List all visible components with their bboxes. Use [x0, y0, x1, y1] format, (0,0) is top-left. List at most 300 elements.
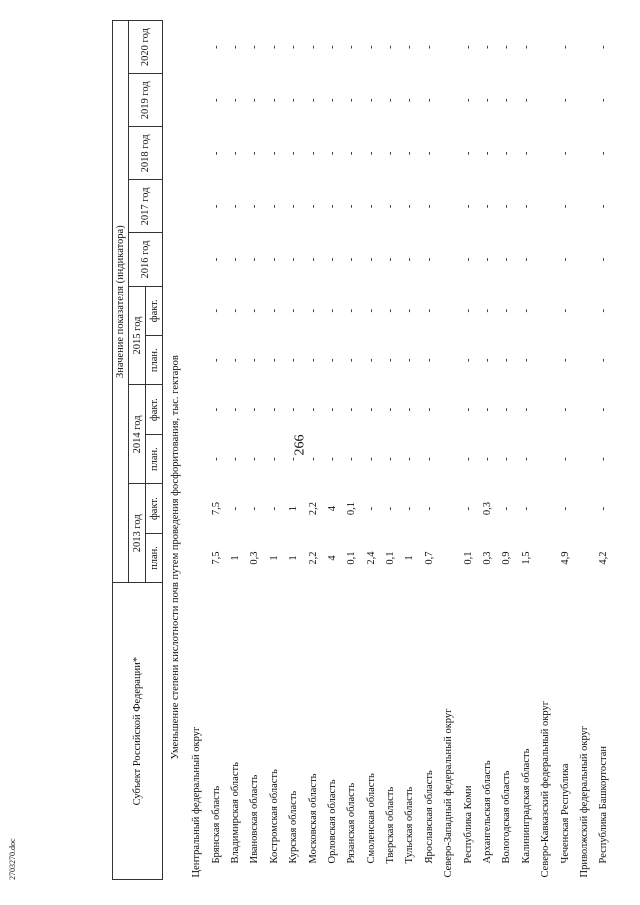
row-value-cell: -	[462, 204, 474, 209]
row-value-cell: -	[462, 457, 474, 461]
row-value-cell: 0,3	[482, 502, 494, 516]
row-value-cell: -	[365, 309, 377, 313]
row-subject-name: Костромская область	[268, 769, 280, 864]
row-value-cell: -	[385, 151, 397, 156]
row-value-cell	[536, 385, 555, 434]
row-value-cell: -	[229, 151, 241, 156]
row-value-cell: -	[249, 407, 261, 412]
row-value-cell: -	[598, 309, 610, 313]
row-value-cell: -	[423, 457, 435, 461]
row-value-cell: -	[482, 358, 494, 362]
row-value-cell	[187, 127, 206, 180]
row-value-cell: -	[423, 358, 435, 362]
row-value-cell: -	[520, 98, 532, 103]
row-value-cell	[575, 233, 594, 286]
table-row	[284, 21, 303, 880]
indicator-table	[112, 20, 614, 880]
row-value-cell: -	[288, 151, 300, 156]
row-value-cell	[575, 180, 594, 233]
row-value-cell: -	[501, 309, 513, 313]
row-value-cell: -	[229, 98, 241, 103]
row-value-cell: -	[404, 98, 416, 103]
row-value-cell	[439, 434, 458, 483]
header-2014: 2014 год	[129, 385, 146, 484]
row-value-cell: -	[346, 151, 358, 156]
row-value-cell: -	[229, 45, 241, 49]
row-value-cell: -	[520, 151, 532, 156]
row-value-cell: -	[559, 257, 571, 262]
row-value-cell: -	[598, 457, 610, 461]
row-value-cell	[439, 74, 458, 127]
row-value-cell: -	[559, 151, 571, 156]
row-value-cell: 2,4	[365, 551, 377, 565]
row-subject-name: Северо-Кавказский федеральный округ	[540, 700, 552, 878]
row-value-cell: -	[365, 407, 377, 412]
table-row	[575, 21, 594, 880]
table-row	[458, 21, 477, 880]
row-value-cell: 0,7	[423, 551, 435, 565]
row-value-cell: 4,9	[559, 551, 571, 565]
table-row	[594, 21, 613, 880]
table-row	[206, 21, 225, 880]
row-value-cell: -	[326, 45, 338, 49]
header-fact-2015: факт.	[146, 286, 163, 335]
table-row	[323, 21, 342, 880]
row-value-cell	[439, 385, 458, 434]
row-value-cell: -	[229, 309, 241, 313]
row-value-cell: -	[462, 151, 474, 156]
row-value-cell: -	[249, 45, 261, 49]
row-value-cell: -	[365, 151, 377, 156]
row-value-cell: -	[482, 457, 494, 461]
row-value-cell: -	[249, 309, 261, 313]
row-value-cell: -	[268, 45, 280, 49]
row-value-cell	[439, 484, 458, 533]
row-value-cell: -	[307, 204, 319, 209]
row-value-cell: -	[404, 45, 416, 49]
row-value-cell: -	[385, 506, 397, 511]
row-value-cell	[536, 434, 555, 483]
row-value-cell: -	[404, 309, 416, 313]
row-value-cell: -	[501, 204, 513, 209]
row-value-cell	[187, 533, 206, 582]
row-value-cell: -	[326, 257, 338, 262]
page-number: 266	[292, 434, 308, 456]
row-value-cell: -	[520, 358, 532, 362]
row-value-cell: -	[210, 358, 222, 362]
row-value-cell	[439, 533, 458, 582]
row-subject-name: Орловская область	[326, 779, 338, 864]
row-value-cell: -	[404, 257, 416, 262]
row-value-cell: -	[288, 358, 300, 362]
row-value-cell	[536, 233, 555, 286]
header-fact-2013: факт.	[146, 484, 163, 533]
row-value-cell	[536, 533, 555, 582]
row-value-cell: -	[501, 45, 513, 49]
row-value-cell: -	[501, 506, 513, 511]
row-value-cell: -	[249, 257, 261, 262]
header-2015: 2015 год	[129, 286, 146, 385]
row-value-cell: -	[462, 98, 474, 103]
row-value-cell: -	[598, 204, 610, 209]
header-2017: 2017 год	[129, 180, 163, 233]
row-value-cell: -	[462, 309, 474, 313]
row-value-cell: -	[268, 358, 280, 362]
table-row	[536, 21, 555, 880]
row-value-cell	[575, 335, 594, 384]
row-value-cell: -	[268, 457, 280, 461]
row-value-cell: -	[559, 457, 571, 461]
row-value-cell: -	[559, 98, 571, 103]
row-value-cell: -	[210, 257, 222, 262]
header-fact-2014: факт.	[146, 385, 163, 434]
table-row	[342, 21, 361, 880]
row-value-cell: -	[346, 257, 358, 262]
row-value-cell	[536, 286, 555, 335]
row-value-cell: -	[326, 309, 338, 313]
table-row	[381, 21, 400, 880]
header-2019: 2019 год	[129, 74, 163, 127]
row-value-cell: -	[404, 407, 416, 412]
row-value-cell: -	[520, 407, 532, 412]
row-value-cell: -	[268, 506, 280, 511]
row-value-cell: -	[249, 506, 261, 511]
row-value-cell: -	[482, 151, 494, 156]
row-value-cell: -	[598, 506, 610, 511]
row-subject-name: Республика Коми	[462, 785, 474, 864]
row-value-cell: 0,9	[501, 551, 513, 565]
section-caption: Уменьшение степени кислотности почв путем проведения фосфоритования, тыс. гектаров	[169, 355, 181, 760]
row-value-cell: -	[365, 98, 377, 103]
row-value-cell: 0,1	[385, 551, 397, 565]
row-value-cell: -	[249, 358, 261, 362]
row-value-cell: -	[229, 358, 241, 362]
row-value-cell: -	[326, 457, 338, 461]
row-value-cell: 1	[229, 555, 241, 561]
row-value-cell: -	[520, 457, 532, 461]
row-value-cell: -	[423, 151, 435, 156]
row-value-cell: 1	[404, 555, 416, 561]
rotated-table-container	[112, 20, 612, 880]
row-value-cell: -	[520, 45, 532, 49]
row-value-cell	[187, 385, 206, 434]
table-row	[265, 21, 284, 880]
row-value-cell: -	[326, 151, 338, 156]
row-subject-name: Архангельская область	[482, 760, 494, 864]
row-value-cell: -	[307, 45, 319, 49]
row-value-cell: -	[482, 257, 494, 262]
row-value-cell: -	[365, 358, 377, 362]
row-subject-name: Вологодская область	[501, 770, 513, 864]
row-value-cell: -	[268, 98, 280, 103]
row-value-cell	[187, 74, 206, 127]
row-value-cell	[187, 180, 206, 233]
row-value-cell: -	[249, 204, 261, 209]
row-value-cell: -	[268, 257, 280, 262]
row-value-cell	[536, 21, 555, 74]
row-value-cell: -	[307, 407, 319, 412]
header-plan-2014: план.	[146, 434, 163, 483]
row-value-cell: -	[423, 98, 435, 103]
row-value-cell: -	[482, 45, 494, 49]
row-subject-name: Рязанская область	[346, 782, 358, 864]
row-subject-name: Владимирская область	[229, 762, 241, 864]
row-value-cell: 0,1	[462, 551, 474, 565]
row-value-cell: -	[210, 204, 222, 209]
row-subject-name: Центральный федеральный округ	[191, 726, 203, 878]
row-value-cell	[187, 434, 206, 483]
row-value-cell: -	[365, 457, 377, 461]
row-value-cell: -	[385, 45, 397, 49]
row-value-cell: -	[268, 204, 280, 209]
row-value-cell: -	[559, 45, 571, 49]
row-value-cell: -	[520, 506, 532, 511]
row-value-cell: -	[268, 407, 280, 412]
row-value-cell: -	[288, 457, 300, 461]
row-value-cell: -	[423, 309, 435, 313]
row-value-cell: -	[462, 257, 474, 262]
row-value-cell	[575, 385, 594, 434]
row-value-cell: -	[288, 257, 300, 262]
row-value-cell: -	[365, 204, 377, 209]
row-value-cell	[536, 127, 555, 180]
header-plan-2015: план.	[146, 335, 163, 384]
row-value-cell: -	[346, 204, 358, 209]
row-value-cell: -	[346, 45, 358, 49]
row-value-cell: -	[365, 45, 377, 49]
row-value-cell: -	[249, 151, 261, 156]
row-value-cell: -	[326, 98, 338, 103]
row-value-cell: -	[346, 358, 358, 362]
row-value-cell: -	[482, 204, 494, 209]
row-value-cell: 1	[268, 555, 280, 561]
row-value-cell: -	[288, 98, 300, 103]
row-value-cell: -	[229, 457, 241, 461]
row-value-cell: -	[210, 45, 222, 49]
row-value-cell: -	[598, 45, 610, 49]
row-value-cell: -	[598, 407, 610, 412]
row-value-cell	[536, 484, 555, 533]
row-value-cell: -	[501, 151, 513, 156]
row-value-cell: -	[501, 98, 513, 103]
row-value-cell: -	[307, 151, 319, 156]
row-value-cell: -	[288, 309, 300, 313]
document-code: 2703270.doc	[8, 838, 17, 880]
row-value-cell: -	[385, 98, 397, 103]
row-value-cell: -	[307, 98, 319, 103]
row-value-cell: -	[501, 407, 513, 412]
row-subject-name: Ивановская область	[249, 774, 261, 864]
table-row	[555, 21, 574, 880]
row-value-cell	[536, 180, 555, 233]
table-row	[478, 21, 497, 880]
row-value-cell: -	[482, 407, 494, 412]
table-body	[163, 21, 614, 880]
row-value-cell: -	[249, 457, 261, 461]
header-subject: Субъект Российской Федерации*	[113, 583, 163, 880]
row-value-cell: -	[326, 358, 338, 362]
row-value-cell: -	[385, 204, 397, 209]
row-value-cell	[187, 484, 206, 533]
row-value-cell	[439, 233, 458, 286]
header-2018: 2018 год	[129, 127, 163, 180]
row-value-cell: -	[404, 506, 416, 511]
row-subject-name: Чеченская Республика	[559, 763, 571, 864]
row-value-cell: -	[559, 309, 571, 313]
row-value-cell: 7,5	[210, 551, 222, 565]
row-value-cell: -	[423, 257, 435, 262]
row-value-cell: 2,2	[307, 502, 319, 516]
row-value-cell: -	[307, 257, 319, 262]
row-value-cell: -	[462, 358, 474, 362]
table-row	[303, 21, 322, 880]
row-value-cell	[575, 484, 594, 533]
row-value-cell: -	[326, 204, 338, 209]
row-value-cell: -	[385, 457, 397, 461]
row-value-cell	[187, 21, 206, 74]
row-value-cell: -	[423, 204, 435, 209]
row-value-cell: -	[462, 45, 474, 49]
row-value-cell: 4	[326, 555, 338, 561]
row-value-cell	[439, 180, 458, 233]
row-subject-name: Северо-Западный федеральный округ	[443, 708, 455, 878]
row-value-cell: -	[462, 407, 474, 412]
row-value-cell: -	[210, 457, 222, 461]
row-value-cell: -	[307, 457, 319, 461]
row-value-cell: 0,1	[346, 551, 358, 565]
row-value-cell: -	[307, 309, 319, 313]
row-value-cell	[536, 335, 555, 384]
row-value-cell: -	[268, 151, 280, 156]
row-value-cell: -	[462, 506, 474, 511]
table-row	[400, 21, 419, 880]
row-subject-name: Республика Башкортостан	[598, 745, 610, 864]
row-value-cell: -	[559, 506, 571, 511]
row-value-cell: -	[559, 358, 571, 362]
row-value-cell: -	[210, 151, 222, 156]
table-header	[113, 21, 163, 880]
row-value-cell: 4	[326, 505, 338, 512]
row-value-cell: -	[404, 358, 416, 362]
table-row	[187, 21, 206, 880]
row-value-cell: 7,5	[210, 502, 222, 516]
row-value-cell: -	[326, 407, 338, 412]
row-subject-name: Брянская область	[210, 785, 222, 864]
row-value-cell: -	[501, 257, 513, 262]
row-value-cell: -	[288, 45, 300, 49]
row-value-cell: -	[520, 257, 532, 262]
row-value-cell	[575, 21, 594, 74]
row-value-cell: 4,2	[598, 551, 610, 565]
row-value-cell: 1,5	[520, 551, 532, 565]
row-value-cell	[187, 286, 206, 335]
row-subject-name: Смоленская область	[365, 773, 377, 864]
row-value-cell: -	[307, 358, 319, 362]
row-value-cell: -	[288, 407, 300, 412]
header-plan-2013: план.	[146, 533, 163, 582]
header-indicator: Значение показателя (индикатора)	[113, 21, 129, 583]
row-value-cell: -	[385, 257, 397, 262]
table-row	[497, 21, 516, 880]
row-value-cell: -	[559, 407, 571, 412]
row-value-cell: 1	[288, 505, 300, 512]
row-value-cell: -	[385, 407, 397, 412]
row-value-cell: -	[210, 98, 222, 103]
row-value-cell	[536, 74, 555, 127]
row-value-cell: -	[229, 506, 241, 511]
row-value-cell: -	[482, 309, 494, 313]
row-value-cell: 0,3	[249, 551, 261, 565]
row-value-cell	[575, 74, 594, 127]
row-value-cell: -	[423, 506, 435, 511]
row-value-cell: -	[288, 204, 300, 209]
row-value-cell	[575, 286, 594, 335]
row-value-cell: -	[249, 98, 261, 103]
table-row	[517, 21, 536, 880]
row-value-cell: -	[598, 358, 610, 362]
row-value-cell: -	[559, 204, 571, 209]
row-value-cell	[575, 127, 594, 180]
row-value-cell	[439, 286, 458, 335]
row-value-cell: -	[385, 358, 397, 362]
row-value-cell	[575, 533, 594, 582]
row-value-cell: -	[598, 151, 610, 156]
row-value-cell	[187, 233, 206, 286]
table-row	[362, 21, 381, 880]
row-value-cell: -	[482, 98, 494, 103]
row-value-cell: -	[346, 457, 358, 461]
row-value-cell: -	[365, 257, 377, 262]
row-value-cell	[439, 335, 458, 384]
row-subject-name: Курская область	[288, 790, 300, 864]
row-value-cell: -	[210, 407, 222, 412]
row-value-cell: -	[404, 457, 416, 461]
row-value-cell: -	[501, 358, 513, 362]
row-value-cell: -	[229, 407, 241, 412]
row-value-cell: -	[520, 204, 532, 209]
row-subject-name: Ярославская область	[423, 770, 435, 864]
row-value-cell: -	[598, 257, 610, 262]
row-value-cell	[575, 434, 594, 483]
header-2013: 2013 год	[129, 484, 146, 583]
header-2016: 2016 год	[129, 233, 163, 286]
row-value-cell	[439, 127, 458, 180]
row-subject-name: Калининградская область	[520, 748, 532, 864]
row-value-cell: -	[404, 204, 416, 209]
row-value-cell: -	[423, 407, 435, 412]
row-value-cell: -	[520, 309, 532, 313]
row-value-cell: -	[365, 506, 377, 511]
row-subject-name: Московская область	[307, 773, 319, 864]
row-value-cell	[439, 21, 458, 74]
row-value-cell: 1	[288, 555, 300, 561]
row-value-cell: -	[501, 457, 513, 461]
row-value-cell: -	[385, 309, 397, 313]
row-value-cell: -	[210, 309, 222, 313]
row-value-cell: -	[423, 45, 435, 49]
row-value-cell: 0,1	[346, 502, 358, 516]
row-value-cell: 2,2	[307, 551, 319, 565]
row-value-cell: -	[268, 309, 280, 313]
table-row	[439, 21, 458, 880]
row-value-cell	[187, 335, 206, 384]
table-row	[245, 21, 264, 880]
row-value-cell: -	[346, 407, 358, 412]
table-row	[420, 21, 439, 880]
row-value-cell: -	[404, 151, 416, 156]
row-value-cell: 0,3	[482, 551, 494, 565]
row-subject-name: Приволжский федеральный округ	[579, 725, 590, 878]
